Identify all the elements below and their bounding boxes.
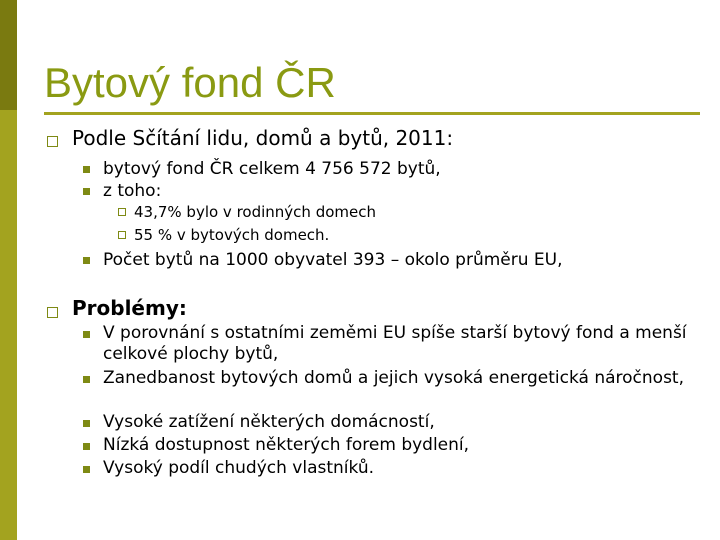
hollow-square-bullet-icon	[47, 307, 58, 318]
square-bullet-icon	[83, 257, 90, 264]
section-heading-census: Podle Sčítání lidu, domů a bytů, 2011:	[72, 126, 454, 150]
square-bullet-icon	[83, 331, 90, 338]
list-item: Zanedbanost bytových domů a jejich vysoká energetická náročnost,	[103, 368, 685, 388]
section-heading-problems: Problémy:	[72, 296, 187, 320]
list-item: bytový fond ČR celkem 4 756 572 bytů,	[103, 159, 441, 179]
list-item: Vysoké zatížení některých domácností,	[103, 412, 435, 432]
square-bullet-icon	[83, 376, 90, 383]
sub-list-item: 55 % v bytových domech.	[134, 226, 330, 244]
square-bullet-icon	[83, 166, 90, 173]
square-bullet-icon	[83, 443, 90, 450]
title-divider	[44, 112, 700, 115]
square-bullet-icon	[83, 188, 90, 195]
square-bullet-icon	[83, 420, 90, 427]
list-item: Vysoký podíl chudých vlastníků.	[103, 458, 375, 478]
list-item: Počet bytů na 1000 obyvatel 393 – okolo průměru EU,	[103, 250, 563, 270]
list-item: z toho:	[103, 181, 162, 201]
hollow-square-bullet-icon	[47, 136, 58, 147]
square-bullet-icon	[83, 466, 90, 473]
list-item: V porovnání s ostatními zeměmi EU spíše starší bytový fond a menší celkové plochy bytů,	[103, 323, 687, 364]
slide-title: Bytový fond ČR	[44, 59, 336, 106]
hollow-square-bullet-icon	[118, 208, 126, 216]
hollow-square-bullet-icon	[118, 231, 126, 239]
sub-list-item: 43,7% bylo v rodinných domech	[134, 203, 376, 221]
sidebar-band-top	[0, 0, 17, 110]
list-item: Nízká dostupnost některých forem bydlení,	[103, 435, 470, 455]
